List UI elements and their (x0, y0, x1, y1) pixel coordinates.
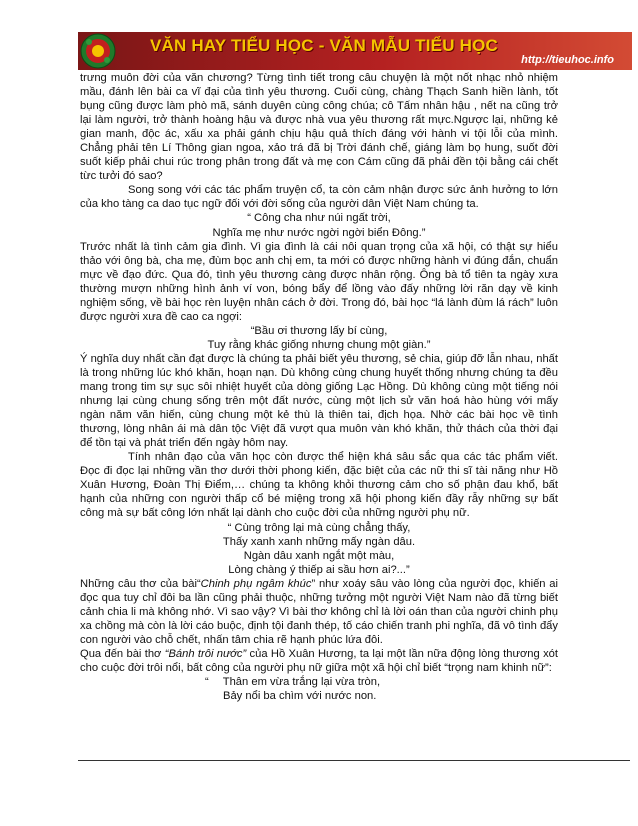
verse-1-line-1: “ Công cha như núi ngất trời, (247, 212, 391, 225)
verse-1-line-2: Nghĩa mẹ như nước ngời ngời biển Đông.” (212, 226, 426, 239)
document-body (80, 71, 558, 703)
paragraph-6-rest: ” như xoáy sâu vào lòng của người đọc, khiến ai đọc qua tuy chỉ đôi ba lần cũng phải thuộc, những tưởng một người Việt Nam nào đã từng biết cảnh chia li mà không nhớ. Vì sao vậy? Vì bài thơ không chỉ là lời oán than của người chinh phụ xa chồng mà còn là lời cáo buộc, định tội đanh thép, tố cáo chiến tranh phi nghĩa, đã vô tình đẩy con người vào chỗ chết, nhấn tâm chia rẽ hạnh phúc lứa đôi. (80, 577, 558, 646)
verse-2-line-1: “Bầu ơi thương lấy bí cùng, (250, 324, 388, 337)
paragraph-2: Song song với các tác phẩm truyện cổ, ta còn cảm nhận được sức ảnh hưởng to lớn của kho tàng ca dao tục ngữ đối với đời sống của người dân Việt Nam chúng ta. (80, 184, 558, 211)
footer-divider (78, 760, 630, 761)
paragraph-7-rest: của Hồ Xuân Hương, ta lại một lần nữa động lòng thương xót cho cuộc đời trôi nổi, bất công của người phụ nữ giữa một xã hội chỉ biết “trọng nam khinh nữ”: (80, 647, 558, 674)
site-url[interactable]: http://tieuhoc.info (521, 54, 614, 66)
verse-2-line-2: Tuy rằng khác giống nhưng chung một giàn.” (207, 338, 431, 351)
paragraph-5: Tính nhân đạo của văn học còn được thể hiện khá sâu sắc qua các tác phẩm viết. Đọc đi đọc lại những vần thơ dưới thời phong kiến, đặc biệt của các nữ thi sĩ tài năng như Hồ Xuân Hương, Đoàn Thị Điểm,… chúng ta không khỏi thương cảm cho số phận đau khổ, bất hạnh của những con người thấp cổ bé miệng trong xã hội phong kiến đầy rẫy những sự bất công mà sự bất công lớn nhất lại dành cho cuộc đời của những người phụ nữ. (80, 451, 558, 520)
verse-4-line-1-text: Thân em vừa trắng lại vừa tròn, (222, 676, 381, 689)
verse-3-line-4: Lòng chàng ý thiếp ai sầu hơn ai?...” (228, 563, 410, 576)
paragraph-4: Ý nghĩa duy nhất cần đạt được là chúng ta phải biết yêu thương, sẻ chia, giúp đỡ lẫn nhau, nhất là trong những lúc khó khăn, hoạn nạn. Dù không cùng chung huyết thống nhưng chúng ta đều mang trong tim sự sục sôi nhiệt huyết của dòng giống Lạc Hồng. Dù không cùng một tiếng nói nhưng lại cùng chung sống trên một đất nước, cùng một lịch sử văn hoá hào hùng với mấy ngàn năm văn hiến, cùng chung một kẻ thù là thiên tai, địch họa. Nhờ các bài học về tình thương, lòng nhân ái mà dân tộc Việt đã vượt qua muôn vàn khó khăn, thử thách của thời đại để tồn tại và phát triển đến ngày hôm nay. (80, 352, 558, 450)
poem-title-banh-troi: “Bánh trôi nước” (164, 647, 247, 660)
verse-3-line-3: Ngàn dâu xanh ngắt một màu, (243, 549, 395, 562)
verse-4-open-quote: “ (205, 676, 209, 689)
site-title: VĂN HAY TIỂU HỌC - VĂN MẪU TIỂU HỌC (150, 36, 498, 55)
verse-3-line-2: Thấy xanh xanh những mấy ngàn dâu. (222, 535, 416, 548)
verse-3-line-1: “ Cùng trông lại mà cùng chẳng thấy, (227, 521, 411, 534)
poem-title-chinh-phu: Chinh phụ ngâm khúc (200, 577, 312, 590)
paragraph-1: trưng muôn đời của văn chương? Từng tình tiết trong câu chuyện là một nốt nhạc nhỏ nhiệm mầu, đánh lên bài ca vĩ đại của tình yêu thương. Cuối cùng, chàng Thạch Sanh hiền lành, tốt bụng cũng được làm phò mã, sánh duyên cùng công chúa; cô Tấm nhân hậu , nết na cũng trở lại làm người, trở thành hoàng hậu và được nhà vua yêu thương rất mực.Ngược lại, những kẻ gian manh, độc ác, xấu xa phải gánh chịu hậu quả thích đáng với hành vi tội lỗi của mình. Chẳng phải tên Lí Thông gian ngoa, xảo trá đã bị Trời đánh chế, giáng làm bọ hung, suốt đời suốt kiếp phải chui rúc trong phân trong đất và mẹ con Cám cũng đã phải đền tội bằng cái chết từc tưởi đó sao? (80, 72, 558, 183)
verse-4-line-2: Bảy nổi ba chìm với nước non. (223, 690, 377, 703)
verse-4-line-1 (80, 675, 558, 689)
site-logo-icon (80, 33, 116, 69)
paragraph-7 (80, 647, 558, 675)
paragraph-6-lead: Những câu thơ của bài“ (80, 577, 201, 590)
site-banner (78, 32, 632, 70)
paragraph-6 (80, 577, 558, 647)
paragraph-7-lead: Qua đến bài thơ (80, 647, 165, 660)
paragraph-3: Trước nhất là tình cảm gia đình. Vì gia đình là cái nôi quan trọng của xã hội, có thật sự hiểu thảo với ông bà, cha mẹ, đùm bọc anh chị em, ta mới có được những hành vi đúng đắn, chuẩn mực về đạo đức. Qua đó, tình yêu thương càng được nhân rộng. Ông bà tổ tiên ta ngày xưa thường mượn những hình ảnh ví von, bóng bẩy để lồng vào đấy những lời răn dạy về kinh nghiệm sống, về bài học rèn luyện nhân cách ở đời. Trong đó, bài học “lá lành đùm lá rách” luôn được người xưa đề cao ca ngợi: (80, 240, 558, 323)
